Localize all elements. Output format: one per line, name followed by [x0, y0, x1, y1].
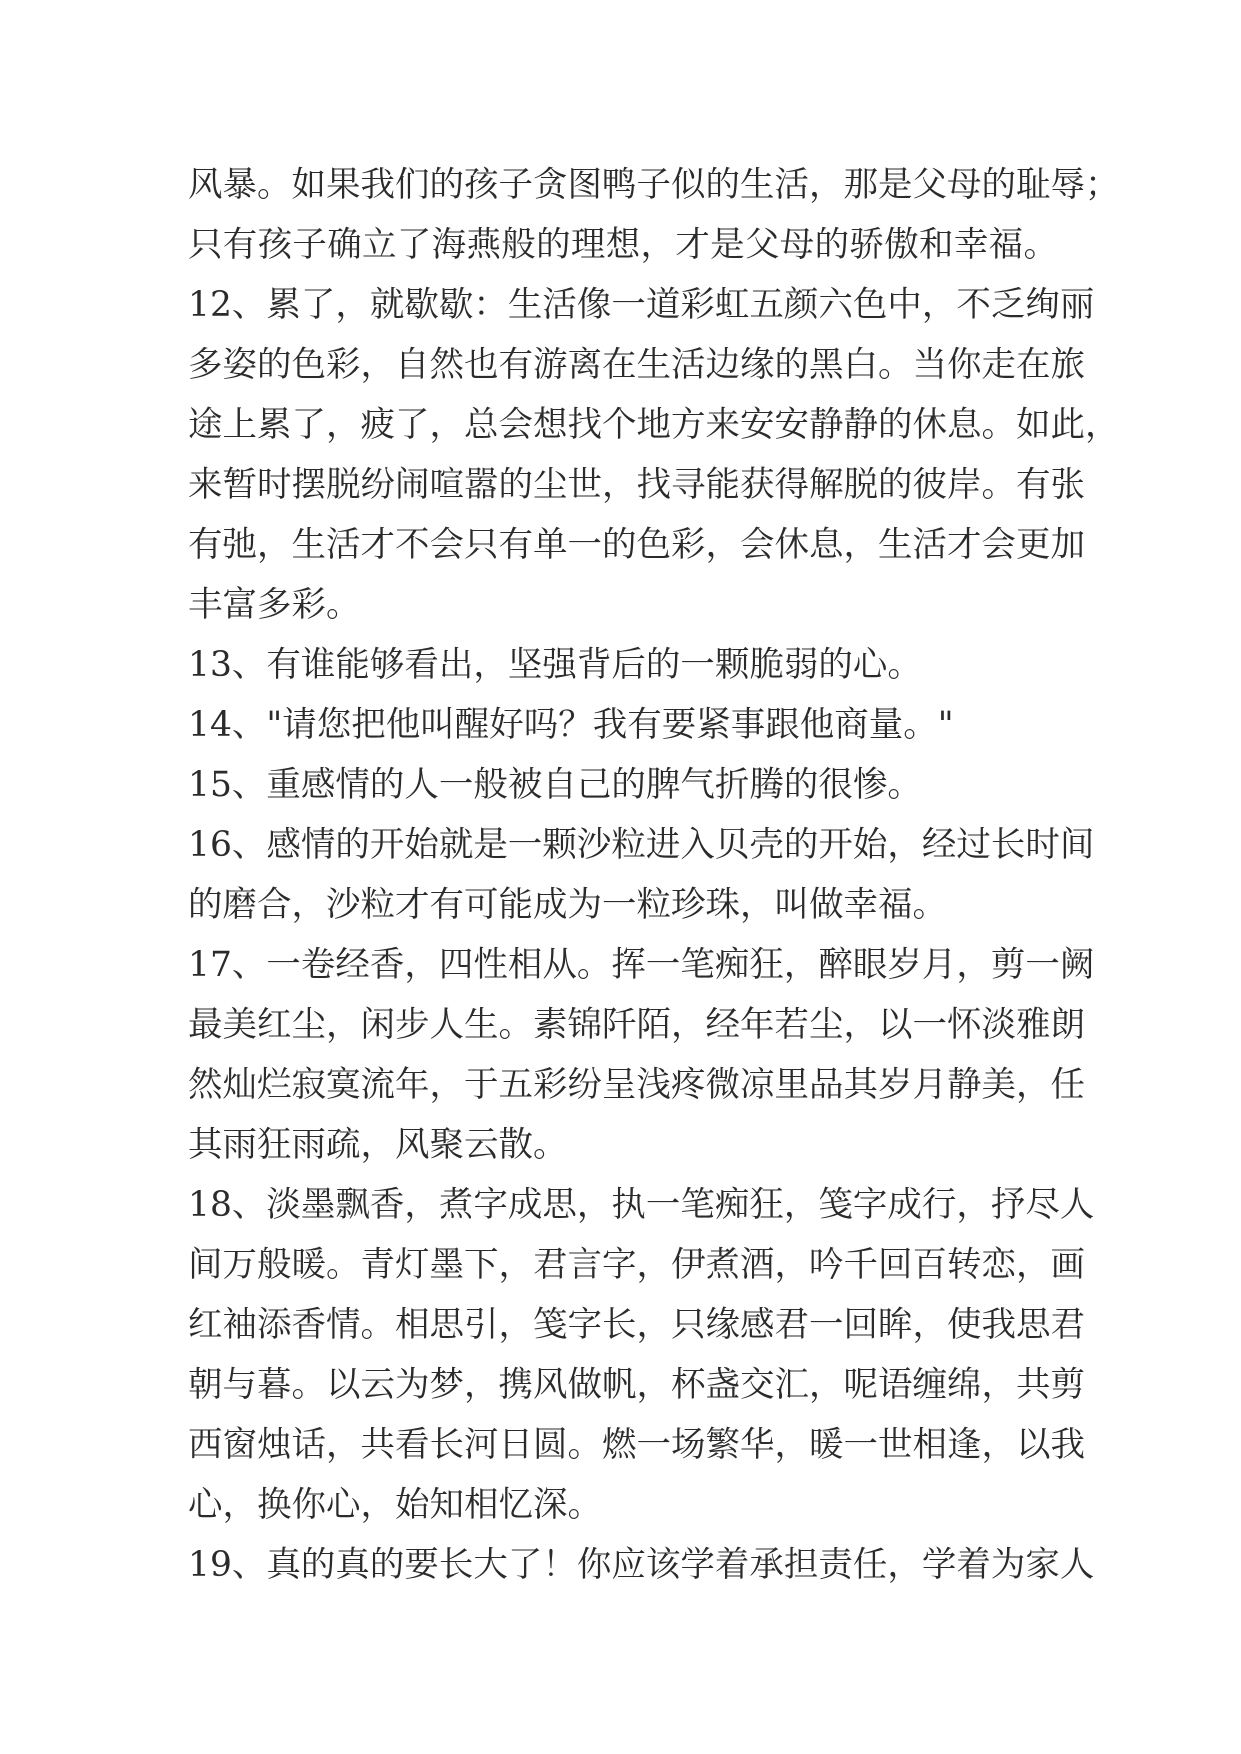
text-line: 风暴。如果我们的孩子贪图鸭子似的生活，那是父母的耻辱； — [188, 165, 1120, 205]
text-line: 来暂时摆脱纷闹喧嚣的尘世，找寻能获得解脱的彼岸。有张 — [188, 465, 1085, 505]
text-line: 丰富多彩。 — [188, 585, 361, 625]
text-line: 13、有谁能够看出，坚强背后的一颗脆弱的心。 — [188, 645, 922, 685]
text-line: 18、淡墨飘香，煮字成思，执一笔痴狂，笺字成行，抒尽人 — [188, 1185, 1095, 1225]
text-line: 17、一卷经香，四性相从。挥一笔痴狂，醉眼岁月，剪一阙 — [188, 945, 1095, 985]
document-body — [188, 155, 1120, 1595]
text-line: 红袖添香情。相思引，笺字长，只缘感君一回眸，使我思君 — [188, 1305, 1085, 1345]
text-line: 12、累了，就歇歇：生活像一道彩虹五颜六色中，不乏绚丽 — [188, 285, 1095, 325]
text-line: 间万般暖。青灯墨下，君言字，伊煮酒，吟千回百转恋，画 — [188, 1245, 1085, 1285]
text-line: 多姿的色彩，自然也有游离在生活边缘的黑白。当你走在旅 — [188, 345, 1085, 385]
text-line: 西窗烛话，共看长河日圆。燃一场繁华，暖一世相逢，以我 — [188, 1425, 1085, 1465]
text-line: 途上累了，疲了，总会想找个地方来安安静静的休息。如此， — [188, 405, 1120, 445]
text-line: 朝与暮。以云为梦，携风做帆，杯盏交汇，呢语缠绵，共剪 — [188, 1365, 1085, 1405]
text-line: 14、"请您把他叫醒好吗？我有要紧事跟他商量。" — [188, 705, 954, 745]
text-line: 有弛，生活才不会只有单一的色彩，会休息，生活才会更加 — [188, 525, 1085, 565]
text-line: 心，换你心，始知相忆深。 — [188, 1485, 602, 1525]
text-line: 16、感情的开始就是一颗沙粒进入贝壳的开始，经过长时间 — [188, 825, 1095, 865]
text-line: 的磨合，沙粒才有可能成为一粒珍珠，叫做幸福。 — [188, 885, 947, 925]
text-line: 只有孩子确立了海燕般的理想，才是父母的骄傲和幸福。 — [188, 225, 1058, 265]
text-line: 然灿烂寂寞流年，于五彩纷呈浅疼微凉里品其岁月静美，任 — [188, 1065, 1085, 1105]
text-line: 最美红尘，闲步人生。素锦阡陌，经年若尘，以一怀淡雅朗 — [188, 1005, 1085, 1045]
text-line: 15、重感情的人一般被自己的脾气折腾的很惨。 — [188, 765, 922, 805]
text-line: 19、真的真的要长大了！你应该学着承担责任，学着为家人 — [188, 1545, 1095, 1585]
text-line: 其雨狂雨疏，风聚云散。 — [188, 1125, 568, 1165]
